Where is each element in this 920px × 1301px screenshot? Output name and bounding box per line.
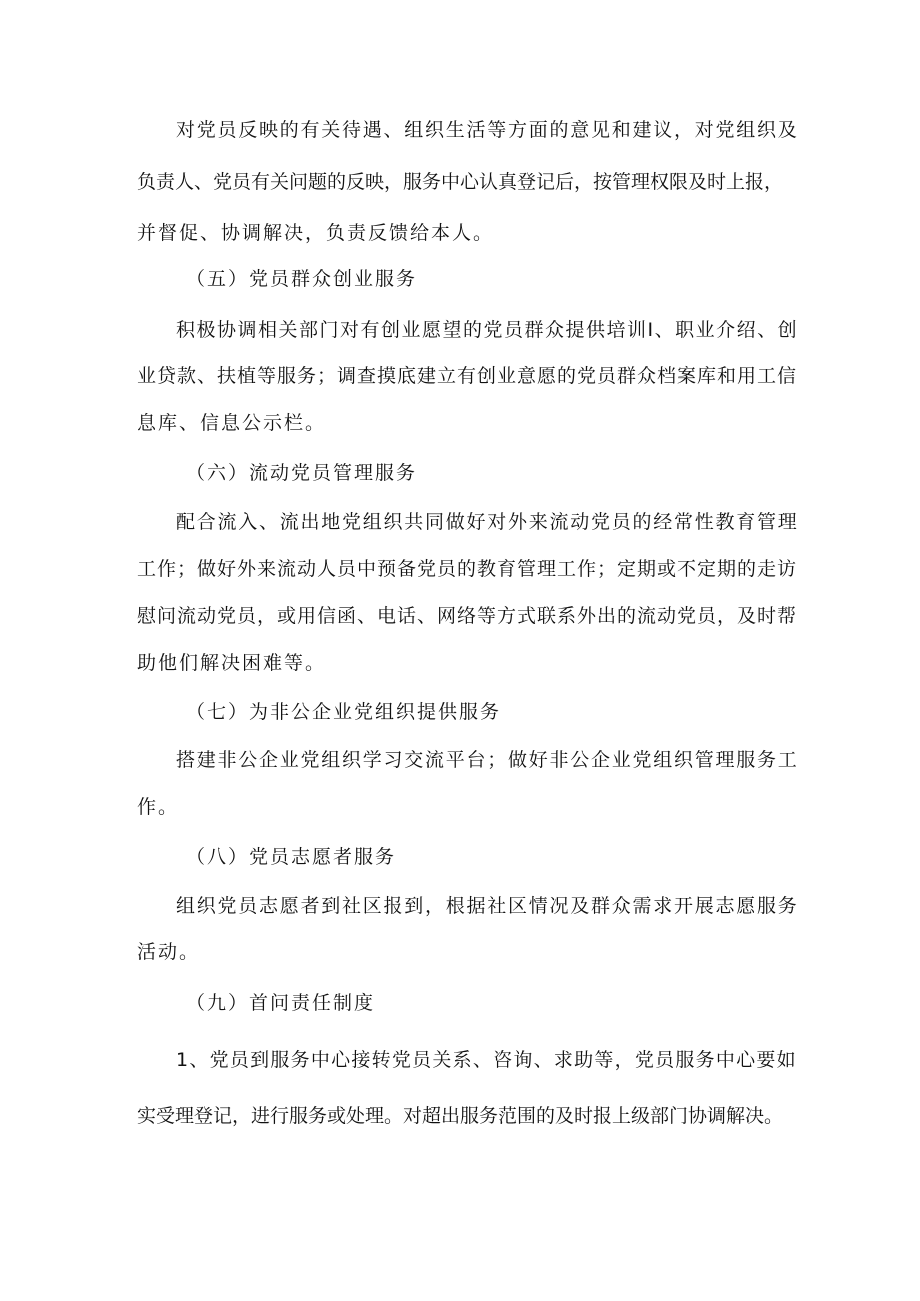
paragraph-line: 配合流入、流出地党组织共同做好对外来流动党员的经常性教育管理 <box>176 511 799 533</box>
paragraph-line: 负责人、党员有关问题的反映，服务中心认真登记后，按管理权限及时上报， <box>137 171 784 193</box>
section-heading: （六）流动党员管理服务 <box>186 462 418 484</box>
section-heading: （五）党员群众创业服务 <box>186 268 418 290</box>
paragraph-line: 积极协调相关部门对有创业愿望的党员群众提供培训Ⅰ、职业介绍、创 <box>176 319 799 341</box>
paragraph-line: 搭建非公企业党组织学习交流平台；做好非公企业党组织管理服务工 <box>176 749 799 771</box>
section-heading: （八）党员志愿者服务 <box>186 846 397 868</box>
paragraph-line: 慰问流动党员，或用信函、电话、网络等方式联系外出的流动党员，及时帮 <box>137 605 798 627</box>
paragraph-line: 并督促、协调解决，负责反馈给本人。 <box>137 222 495 244</box>
paragraph-line: 助他们解决困难等。 <box>137 652 327 674</box>
paragraph-line: 实受理登记，进行服务或处理。对超出服务范围的及时报上级部门协调解决。 <box>137 1105 784 1127</box>
paragraph-line: 1、党员到服务中心接转党员关系、咨询、求助等，党员服务中心要如 <box>176 1049 797 1071</box>
paragraph-line: 业贷款、扶植等服务；调查摸底建立有创业意愿的党员群众档案库和用工信 <box>137 365 798 387</box>
paragraph-line: 活动。 <box>137 941 201 963</box>
paragraph-line: 息库、信息公示栏。 <box>137 412 327 434</box>
paragraph-line: 工作；做好外来流动人员中预备党员的教育管理工作；定期或不定期的走访 <box>137 558 798 580</box>
paragraph-line: 对党员反映的有关待遇、组织生活等方面的意见和建议，对党组织及 <box>176 119 799 141</box>
paragraph-line: 组织党员志愿者到社区报到，根据社区情况及群众需求开展志愿服务 <box>176 895 799 917</box>
section-heading: （七）为非公企业党组织提供服务 <box>186 701 502 723</box>
section-heading: （九）首问责任制度 <box>186 992 376 1014</box>
paragraph-line: 作。 <box>137 796 180 818</box>
